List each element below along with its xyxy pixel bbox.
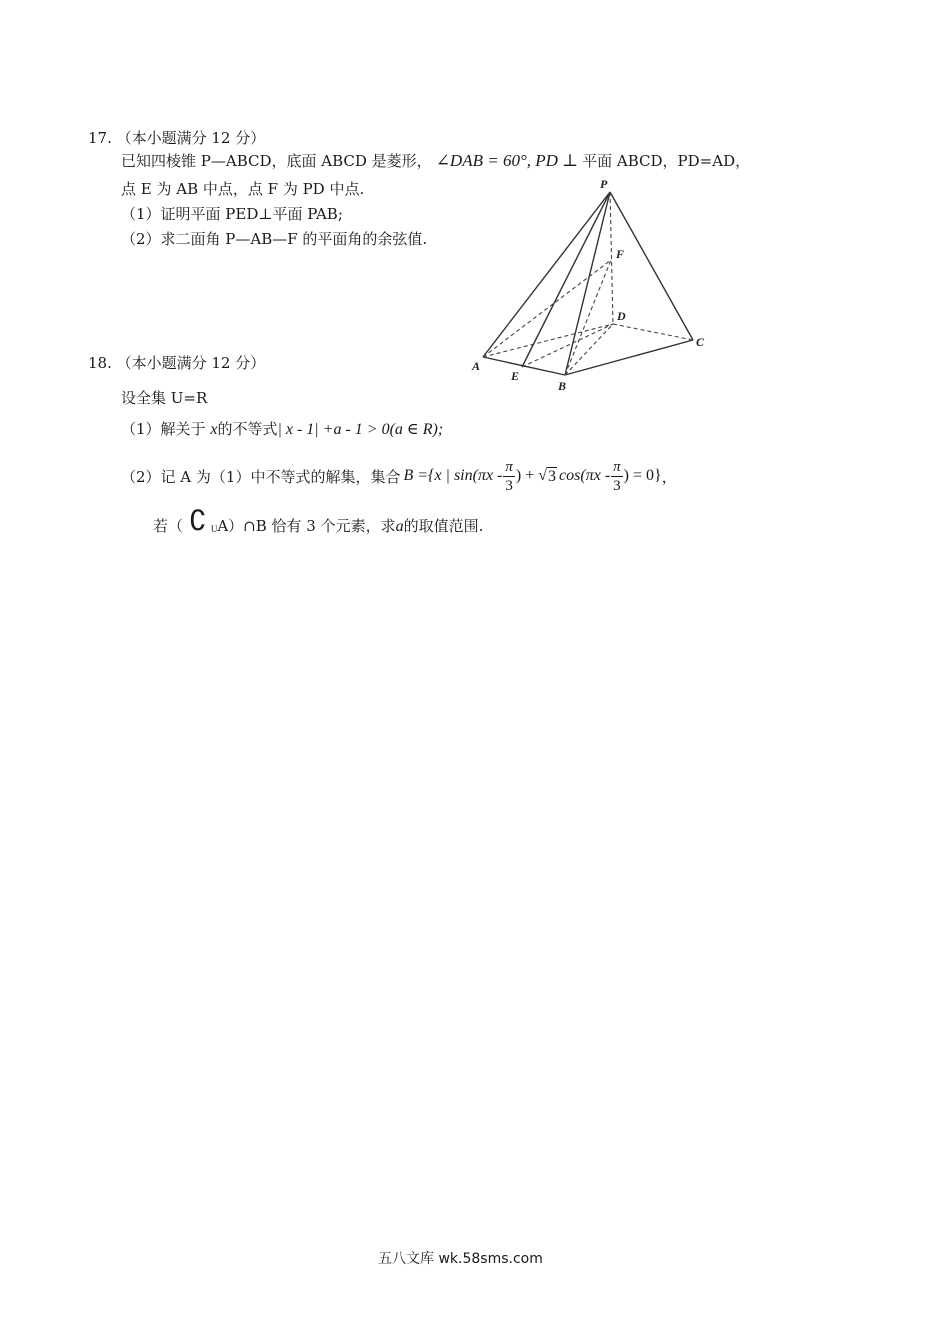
edge-DC (613, 324, 693, 340)
complement-subscript: U (210, 524, 218, 534)
q17-part1: （1）证明平面 PED⊥平面 PAB; (121, 205, 343, 223)
q18-inequality: | x - 1| +a - 1 > 0(a ∈ R); (277, 421, 444, 438)
edge-AD (483, 324, 613, 357)
label-A: A (472, 359, 481, 373)
pyramid-figure (465, 172, 725, 397)
pi-symbol: π (613, 458, 621, 475)
q18-part3 (153, 506, 483, 536)
footer-watermark: 五八文库 wk.58sms.com (378, 1251, 543, 1267)
edge-PD (610, 192, 613, 324)
fraction-pi-over-3 (503, 458, 515, 495)
q17-header: 17. （本小题满分 12 分） (88, 129, 266, 147)
edge-BF (565, 260, 611, 375)
q18-part3-text: 的取值范围. (403, 517, 484, 535)
q17-statement-line1 (121, 150, 750, 171)
q18-universe: 设全集 U=R (121, 389, 208, 407)
q18-set-B-start: B ={x | sin(πx - (403, 467, 503, 484)
q18-var-x: x (210, 421, 218, 438)
q18-set-end: ) = 0} (623, 467, 662, 484)
q17-part2: （2）求二面角 P—AB—F 的平面角的余弦值. (121, 230, 428, 248)
q18-part2 (121, 453, 677, 499)
edge-ED (522, 324, 613, 367)
label-E: E (511, 369, 520, 383)
q18-part3-text: A）∩B 恰有 3 个元素，求 (217, 517, 396, 535)
edge-BD (565, 324, 613, 375)
fraction-pi-over-3 (611, 458, 623, 495)
q17-text: 已知四棱锥 P—ABCD，底面 ABCD 是菱形， (121, 152, 432, 170)
q18-part1-text: （1）解关于 (121, 420, 206, 438)
q18-set-mid: ) + (515, 467, 535, 484)
complement-icon: ∁ (189, 506, 207, 537)
edge-PA (483, 192, 610, 357)
edge-PE (522, 192, 610, 367)
q18-part1-text: 的不等式 (217, 420, 278, 438)
q18-comma: ， (661, 467, 677, 486)
edge-BC (565, 340, 693, 375)
q18-header: 18. （本小题满分 12 分） (88, 354, 266, 372)
label-P: P (600, 177, 608, 191)
pi-symbol: π (505, 458, 513, 475)
sqrt-symbol: √ (538, 467, 548, 484)
q18-var-a: a (395, 518, 404, 535)
q18-part3-text: 若（ (153, 517, 184, 535)
label-C: C (696, 335, 705, 349)
label-D: D (617, 309, 626, 323)
label-F: F (616, 247, 625, 261)
three: 3 (505, 477, 513, 494)
q17-text: 平面 ABCD，PD=AD， (582, 152, 751, 170)
q18-part1 (121, 418, 443, 439)
q18-part2-text: （2）记 A 为（1）中不等式的解集，集合 (121, 467, 401, 486)
sqrt-radicand: 3 (548, 467, 557, 485)
label-B: B (558, 379, 567, 393)
edge-PB (565, 192, 610, 375)
q17-angle-math: ∠DAB = 60°, PD ⊥ (435, 151, 579, 170)
q18-cos: cos(πx - (559, 467, 611, 484)
three: 3 (613, 477, 621, 494)
q17-statement-line2: 点 E 为 AB 中点，点 F 为 PD 中点. (121, 180, 365, 198)
